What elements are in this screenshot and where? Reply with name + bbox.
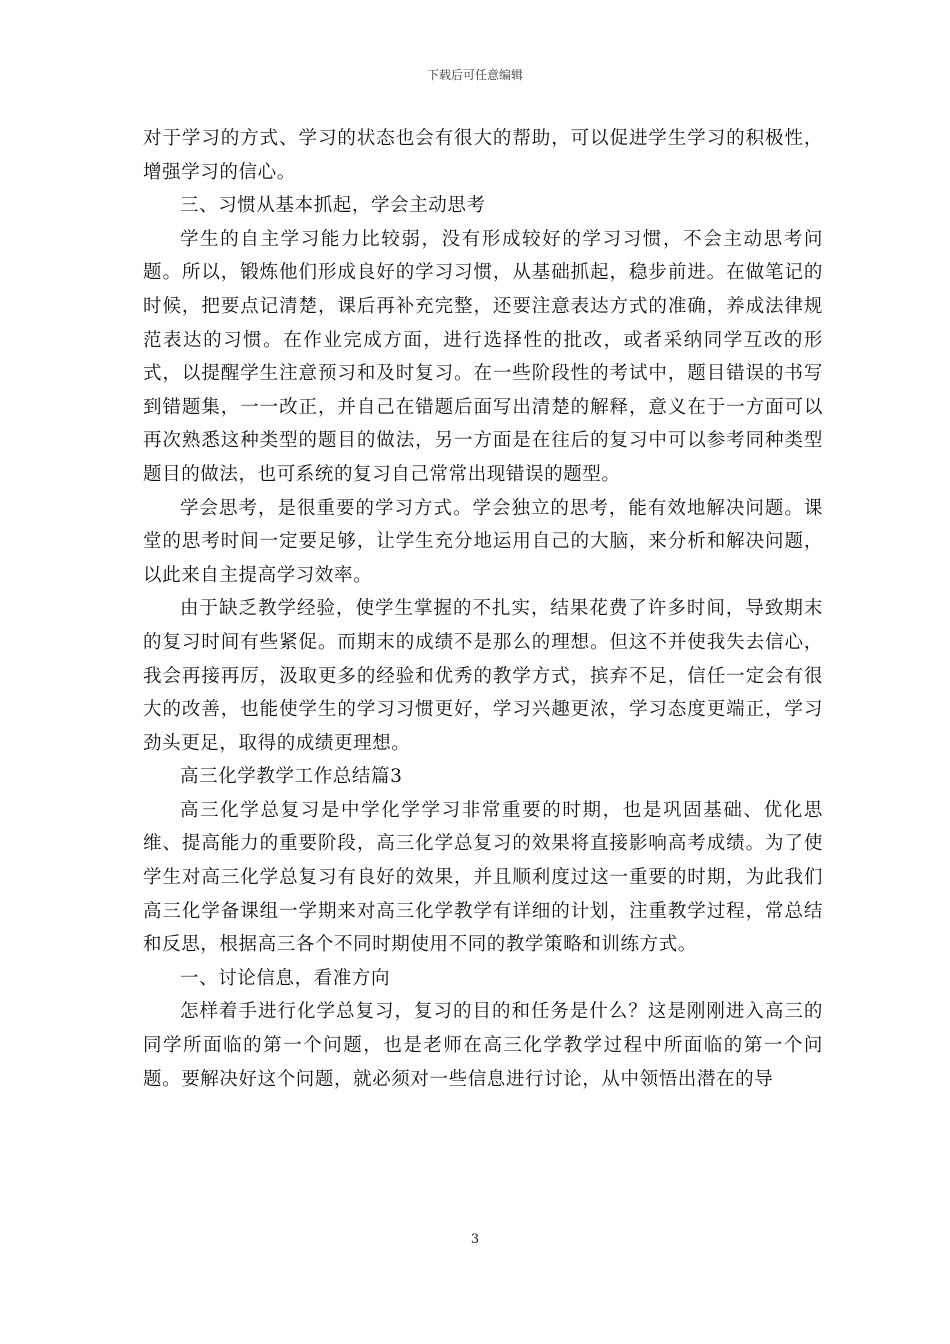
section-heading-3: 三、习惯从基本抓起，学会主动思考 bbox=[180, 195, 486, 217]
article-title-3: 高三化学教学工作总结篇3 bbox=[180, 766, 403, 788]
paragraph-9: 怎样着手进行化学总复习，复习的目的和任务是什么？这是刚刚进入高三的同学所面临的第一个问题，也是老师在高三化学教学过程中所面临的第一个问题。要解决好这个问题，就必须对一些信息进行讨论，从中领悟出潜在的导 bbox=[143, 1001, 823, 1090]
paragraph-1: 对于学习的方式、学习的状态也会有很大的帮助，可以促进学生学习的积极性，增强学习的信心。 bbox=[143, 128, 823, 183]
document-body bbox=[143, 122, 823, 1096]
section-heading-1: 一、讨论信息，看准方向 bbox=[180, 967, 391, 989]
page-number: 3 bbox=[470, 1232, 480, 1247]
paragraph-7: 高三化学总复习是中学化学学习非常重要的时期，也是巩固基础、优化思维、提高能力的重要阶段，高三化学总复习的效果将直接影响高考成绩。为了使学生对高三化学总复习有良好的效果，并且顺利度过这一重要的时期，为此我们高三化学备课组一学期来对高三化学教学有详细的计划，注重教学过程，常总结和反思，根据高三各个不同时期使用不同的教学策略和训练方式。 bbox=[143, 799, 823, 956]
paragraph-3: 学生的自主学习能力比较弱，没有形成较好的学习习惯，不会主动思考问题。所以，锻炼他们形成良好的学习习惯，从基础抓起，稳步前进。在做笔记的时候，把要点记清楚，课后再补充完整，还要注意表达方式的准确，养成法律规范表达的习惯。在作业完成方面，进行选择性的批改，或者采纳同学互改的形式，以提醒学生注意预习和及时复习。在一些阶段性的考试中，题目错误的书写到错题集，一一改正，并自己在错题后面写出清楚的解释，意义在于一方面可以再次熟悉这种类型的题目的做法，另一方面是在往后的复习中可以参考同种类型题目的做法，也可系统的复习自己常常出现错误的题型。 bbox=[143, 228, 823, 485]
page-header: 下载后可任意编辑 bbox=[426, 68, 523, 82]
paragraph-4: 学会思考，是很重要的学习方式。学会独立的思考，能有效地解决问题。课堂的思考时间一定要足够，让学生充分地运用自己的大脑，来分析和解决问题，以此来自主提高学习效率。 bbox=[143, 497, 823, 586]
paragraph-5: 由于缺乏教学经验，使学生掌握的不扎实，结果花费了许多时间，导致期末的复习时间有些紧促。而期末的成绩不是那么的理想。但这不并使我失去信心，我会再接再厉，汲取更多的经验和优秀的教学方式，摈弃不足，信任一定会有很大的改善，也能使学生的学习习惯更好，学习兴趣更浓，学习态度更端正，学习劲头更足，取得的成绩更理想。 bbox=[143, 598, 823, 754]
